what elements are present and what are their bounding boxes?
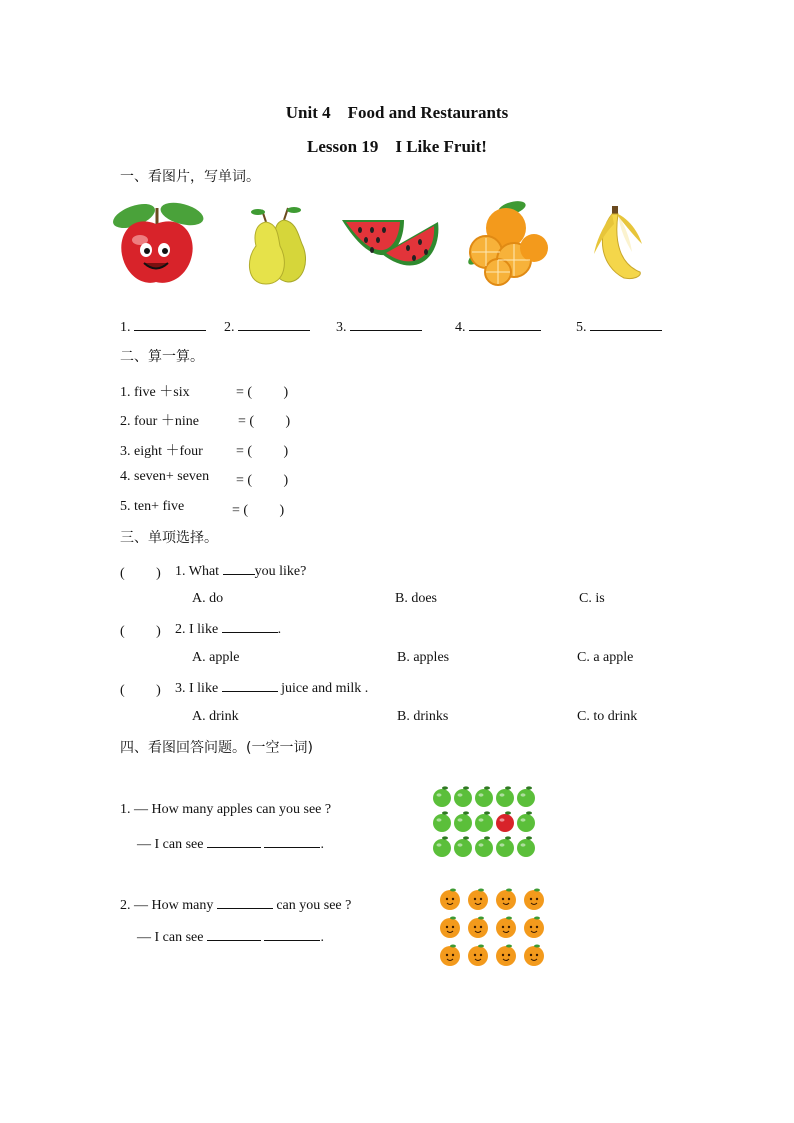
green-apple-icon bbox=[433, 811, 451, 832]
orange-face-icon bbox=[440, 945, 460, 967]
word-blank-3[interactable]: 3. bbox=[336, 318, 422, 336]
apple-grid-icon bbox=[430, 782, 536, 858]
choice-paren-2[interactable]: ( ) bbox=[120, 624, 161, 639]
red-apple-icon bbox=[496, 811, 514, 832]
choice-question-2: 2. I like . bbox=[175, 622, 282, 637]
math-answer-4[interactable]: = ( ) bbox=[236, 473, 289, 488]
lesson-title: Lesson 19 I Like Fruit! bbox=[307, 137, 487, 156]
orange-face-icon bbox=[496, 945, 516, 967]
green-apple-icon bbox=[517, 786, 535, 807]
green-apple-icon bbox=[454, 811, 472, 832]
choice-1-option-c[interactable]: C. is bbox=[579, 591, 605, 606]
pear-icon bbox=[232, 204, 310, 286]
orange-face-icon bbox=[440, 917, 460, 939]
math-expr-3: 3. eight ＋four bbox=[120, 444, 203, 459]
green-apple-icon bbox=[454, 836, 472, 857]
choice-2-option-c[interactable]: C. a apple bbox=[577, 650, 634, 665]
word-blank-2[interactable]: 2. bbox=[224, 318, 310, 336]
green-apple-icon bbox=[475, 811, 493, 832]
green-apple-icon bbox=[454, 786, 472, 807]
orange-face-icon bbox=[496, 917, 516, 939]
green-apple-icon bbox=[496, 786, 514, 807]
choice-paren-1[interactable]: ( ) bbox=[120, 566, 161, 581]
orange-face-icon bbox=[524, 917, 544, 939]
unit-title: Unit 4 Food and Restaurants bbox=[285, 103, 509, 122]
green-apple-icon bbox=[433, 836, 451, 857]
green-apple-icon bbox=[517, 836, 535, 857]
word-blank-5[interactable]: 5. bbox=[576, 318, 662, 336]
word-blank-1[interactable]: 1. bbox=[120, 318, 206, 336]
math-expr-4: 4. seven+ seven bbox=[120, 469, 210, 484]
math-answer-5[interactable]: = ( ) bbox=[232, 503, 285, 518]
picture-answer-2[interactable]: — I can see . bbox=[137, 930, 324, 945]
choice-question-3: 3. I like juice and milk . bbox=[175, 681, 369, 696]
choice-3-option-c[interactable]: C. to drink bbox=[577, 709, 638, 724]
orange-grid-icon bbox=[436, 886, 548, 970]
green-apple-icon bbox=[475, 836, 493, 857]
math-expr-1: 1. five ＋six bbox=[120, 385, 190, 400]
picture-question-2: 2. — How many can you see ? bbox=[120, 898, 352, 913]
choice-3-option-a[interactable]: A. drink bbox=[192, 709, 239, 724]
word-blank-4[interactable]: 4. bbox=[455, 318, 541, 336]
green-apple-icon bbox=[496, 836, 514, 857]
orange-face-icon bbox=[524, 889, 544, 911]
math-answer-1[interactable]: = ( ) bbox=[236, 385, 289, 400]
choice-1-option-a[interactable]: A. do bbox=[192, 591, 224, 606]
orange-icon bbox=[458, 198, 552, 290]
green-apple-icon bbox=[475, 786, 493, 807]
watermelon-icon bbox=[338, 208, 442, 284]
orange-face-icon bbox=[468, 945, 488, 967]
picture-question-1: 1. — How many apples can you see ? bbox=[120, 802, 332, 817]
math-answer-2[interactable]: = ( ) bbox=[238, 414, 291, 429]
banana-icon bbox=[590, 202, 648, 282]
math-expr-5: 5. ten+ five bbox=[120, 499, 185, 514]
choice-question-1: 1. What you like? bbox=[175, 564, 307, 579]
orange-face-icon bbox=[440, 889, 460, 911]
green-apple-icon bbox=[517, 811, 535, 832]
section3-heading: 三、单项选择。 bbox=[120, 530, 218, 546]
math-answer-3[interactable]: = ( ) bbox=[236, 444, 289, 459]
section2-heading: 二、算一算。 bbox=[120, 349, 204, 365]
orange-face-icon bbox=[468, 889, 488, 911]
orange-face-icon bbox=[496, 889, 516, 911]
orange-face-icon bbox=[468, 917, 488, 939]
orange-face-icon bbox=[524, 945, 544, 967]
choice-paren-3[interactable]: ( ) bbox=[120, 683, 161, 698]
choice-2-option-a[interactable]: A. apple bbox=[192, 650, 240, 665]
section1-heading: 一、看图片，写单词。 bbox=[120, 169, 260, 185]
green-apple-icon bbox=[433, 786, 451, 807]
apple-icon bbox=[106, 200, 208, 286]
choice-1-option-b[interactable]: B. does bbox=[395, 591, 437, 606]
picture-answer-1[interactable]: — I can see . bbox=[137, 837, 324, 852]
choice-3-option-b[interactable]: B. drinks bbox=[397, 709, 449, 724]
choice-2-option-b[interactable]: B. apples bbox=[397, 650, 450, 665]
section4-heading: 四、看图回答问题。(一空一词) bbox=[120, 740, 313, 756]
math-expr-2: 2. four ＋nine bbox=[120, 414, 199, 429]
